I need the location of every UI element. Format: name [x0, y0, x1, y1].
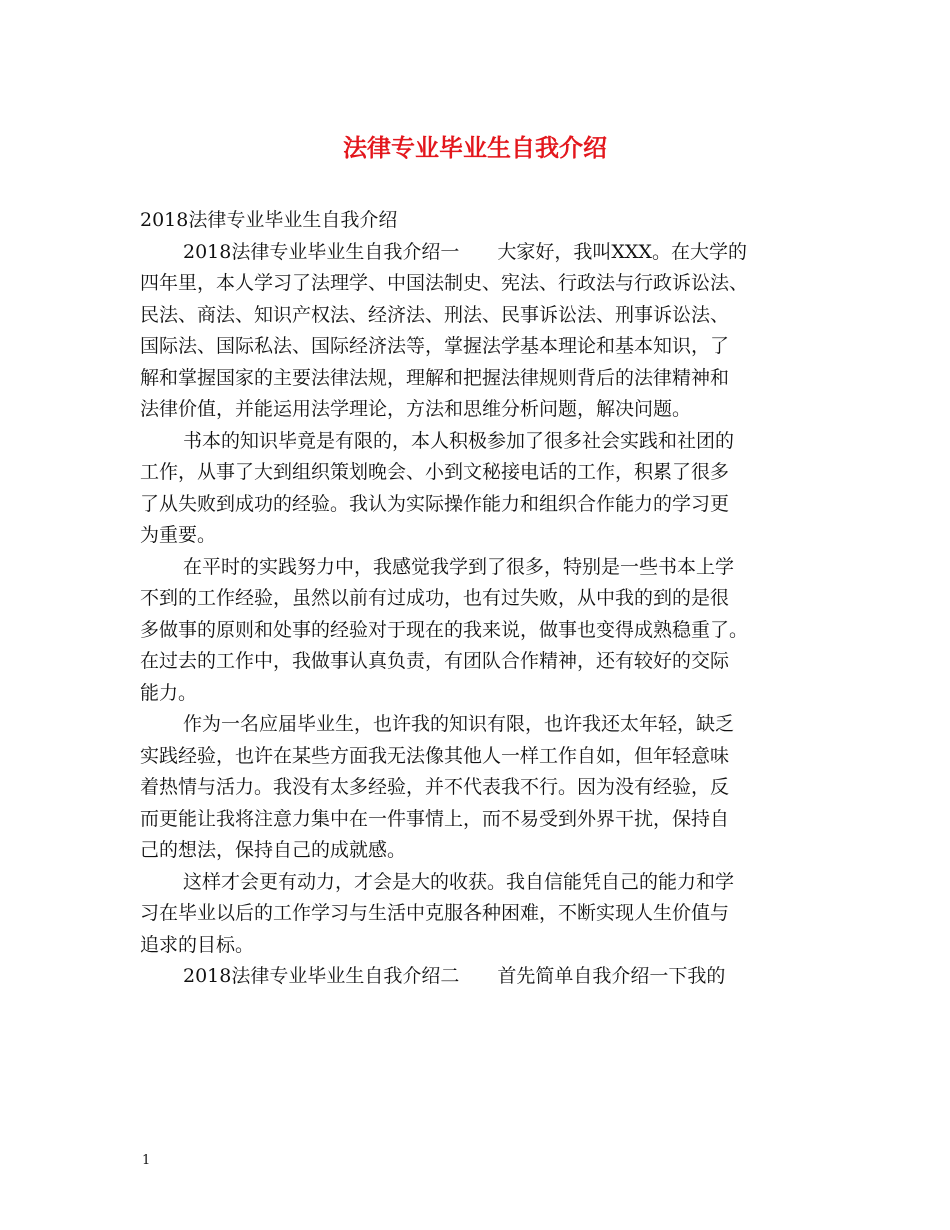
paragraph-line: 多做事的原则和处事的经验对于现在的我来说，做事也变得成熟稳重了。 [140, 618, 749, 641]
paragraph-line: 作为一名应届毕业生，也许我的知识有限，也许我还太年轻，缺乏 [183, 713, 735, 735]
paragraph-line: 在平时的实践努力中，我感觉我学到了很多，特别是一些书本上学 [183, 555, 735, 578]
document-subtitle: 2018法律专业毕业生自我介绍 [140, 209, 398, 231]
paragraph-line: 追求的目标。 [140, 933, 255, 956]
paragraph-line: 不到的工作经验，虽然以前有过成功，也有过失败，从中我的到的是很 [140, 587, 730, 609]
paragraph-line: 法律价值，并能运用法学理论，方法和思维分析问题，解决问题。 [140, 398, 692, 420]
paragraph-line: 能力。 [140, 681, 198, 704]
page-number: 1 [142, 1153, 151, 1168]
paragraph-line: 书本的知识毕竟是有限的，本人积极参加了很多社会实践和社团的 [183, 429, 735, 452]
paragraph-line: 在过去的工作中，我做事认真负责，有团队合作精神，还有较好的交际 [140, 650, 730, 672]
paragraph-line: 为重要。 [140, 524, 217, 546]
paragraph-line: 了从失败到成功的经验。我认为实际操作能力和组织合作能力的学习更 [140, 492, 730, 515]
paragraph-line: 实践经验，也许在某些方面我无法像其他人一样工作自如，但年轻意味 [140, 744, 730, 767]
section-heading-2: 2018法律专业毕业生自我介绍二 [183, 965, 460, 987]
section-heading-1: 2018法律专业毕业生自我介绍一 [183, 240, 460, 263]
paragraph-line: 解和掌握国家的主要法律法规，理解和把握法律规则背后的法律精神和 [140, 366, 730, 389]
paragraph-line: 工作，从事了大到组织策划晚会、小到文秘接电话的工作，积累了很多 [140, 461, 730, 483]
paragraph-line: 国际法、国际私法、国际经济法等，掌握法学基本理论和基本知识，了 [140, 335, 730, 357]
paragraph-line: 这样才会更有动力，才会是大的收获。我自信能凭自己的能力和学 [183, 870, 735, 893]
paragraph-line: 四年里，本人学习了法理学、中国法制史、宪法、行政法与行政诉讼法、 [140, 272, 749, 294]
paragraph-line: 己的想法，保持自己的成就感。 [140, 839, 407, 861]
paragraph-line: 习在毕业以后的工作学习与生活中克服各种困难，不断实现人生价值与 [140, 902, 730, 924]
paragraph-line: 着热情与活力。我没有太多经验，并不代表我不行。因为没有经验，反 [140, 776, 730, 798]
paragraph-line [140, 237, 812, 269]
paragraph-line: 而更能让我将注意力集中在一件事情上，而不易受到外界干扰，保持自 [140, 807, 730, 830]
paragraph-text: 大家好，我叫XXX。在大学的 [497, 240, 747, 263]
document-body [140, 205, 812, 993]
paragraph-text: 首先简单自我介绍一下我的 [497, 965, 726, 987]
paragraph-line [140, 961, 812, 993]
paragraph-line: 民法、商法、知识产权法、经济法、刑法、民事诉讼法、刑事诉讼法、 [140, 303, 730, 326]
page-title: 法律专业毕业生自我介绍 [343, 133, 607, 162]
